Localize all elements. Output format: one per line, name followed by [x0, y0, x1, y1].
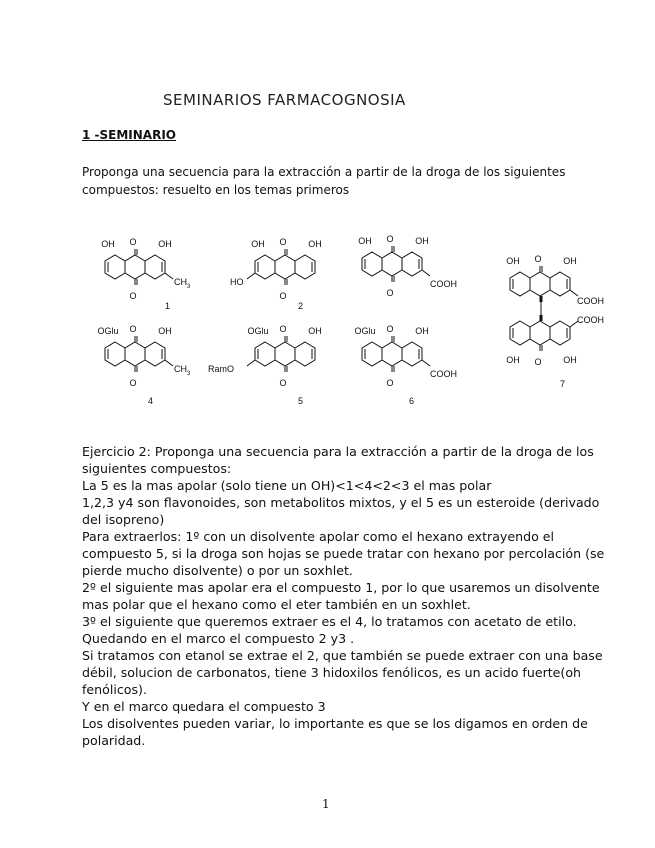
compound-label-1: 1 — [165, 301, 171, 311]
body-line: compuesto 5, si la droga son hojas se puede tratar con hexano por percolación (se — [82, 546, 605, 561]
document-title: SEMINARIOS FARMACOGNOSIA — [163, 91, 406, 109]
body-line: 1,2,3 y4 son flavonoides, son metabolitos mixtos, y el 5 es un esteroide (derivado — [82, 495, 600, 510]
compound-label-6: 6 — [409, 396, 415, 406]
compound-label-7: 7 — [560, 379, 566, 389]
exercise-answer-text — [82, 443, 605, 749]
intro-paragraph — [82, 163, 566, 199]
carbonyl-label: O — [386, 288, 394, 298]
hydroxyl-label: OH — [308, 326, 322, 336]
hydroxyl-label: OH — [158, 326, 172, 336]
body-line: Ejercicio 2: Proponga una secuencia para la extracción a partir de la droga de los — [82, 444, 594, 459]
hydroxyl-label: OH — [506, 256, 520, 266]
body-line: Si tratamos con etanol se extrae el 2, que también se puede extraer con una base — [82, 648, 603, 663]
carboxyl-label: COOH — [430, 279, 457, 289]
body-line: La 5 es la mas apolar (solo tiene un OH)<1<4<2<3 el mas polar — [82, 478, 492, 493]
hydroxyl-label: OH — [415, 326, 429, 336]
glucoside-label: OGlu — [354, 326, 376, 336]
hydroxyl-label: OH — [563, 256, 577, 266]
body-line: del isopreno) — [82, 512, 165, 527]
hydroxyl-label: OH — [158, 239, 172, 249]
methyl-label: $CH_3$ — [174, 277, 191, 290]
carbonyl-label: O — [279, 237, 287, 247]
hydroxyl-label: OH — [415, 236, 429, 246]
carbonyl-label: O — [279, 378, 287, 388]
anthraquinone-structures-figure — [80, 222, 625, 412]
compound-label-2: 2 — [298, 301, 304, 311]
structure-compound-3 — [358, 234, 457, 298]
body-line: pierde mucho disolvente) o por un soxhlet. — [82, 563, 353, 578]
carbonyl-label: O — [386, 324, 394, 334]
hydroxyl-label: OH — [358, 236, 372, 246]
carbonyl-label: O — [534, 357, 542, 367]
carbonyl-label: O — [129, 291, 137, 301]
body-line: débil, solucion de carbonatos, tiene 3 hidoxilos fenólicos, es un acido fuerte(oh — [82, 665, 582, 680]
carboxyl-label: COOH — [430, 369, 457, 379]
body-line: fenólicos). — [82, 682, 147, 697]
intro-line: Proponga una secuencia para la extracción a partir de la droga de los siguientes — [82, 165, 566, 179]
page-number: 1 — [322, 797, 330, 811]
body-line: 2º el siguiente mas apolar era el compuesto 1, por lo que usaremos un disolvente — [82, 580, 600, 595]
methyl-label: $CH_3$ — [174, 364, 191, 377]
hydroxyl-label: OH — [563, 355, 577, 365]
carbonyl-label: O — [534, 254, 542, 264]
body-line: Y en el marco quedara el compuesto 3 — [82, 699, 326, 714]
structure-compound-2 — [230, 237, 322, 311]
carbonyl-label: O — [129, 237, 137, 247]
body-line: mas polar que el hexano como el eter también en un soxhlet. — [82, 597, 471, 612]
structure-compound-5 — [208, 324, 322, 406]
hydroxyl-label: OH — [101, 239, 115, 249]
structure-compound-1 — [101, 237, 191, 311]
carbonyl-label: O — [129, 378, 137, 388]
carbonyl-label: O — [279, 324, 287, 334]
body-line: Quedando en el marco el compuesto 2 y3 . — [82, 631, 355, 646]
body-line: 3º el siguiente que queremos extraer es el 4, lo tratamos con acetato de etilo. — [82, 614, 577, 629]
carbonyl-label: O — [386, 378, 394, 388]
hydroxy-label: HO — [230, 277, 244, 287]
section-heading: 1 -SEMINARIO — [82, 128, 176, 142]
rhamnoside-label: RamO — [208, 364, 235, 374]
structure-compound-4 — [97, 324, 191, 406]
carboxyl-label: COOH — [577, 315, 604, 325]
carbonyl-label: O — [386, 234, 394, 244]
intro-line: compuestos: resuelto en los temas primeros — [82, 183, 350, 197]
body-line: polaridad. — [82, 733, 146, 748]
glucoside-label: OGlu — [97, 326, 119, 336]
glucoside-label: OGlu — [247, 326, 269, 336]
structure-compound-7 — [506, 254, 604, 389]
hydroxyl-label: OH — [506, 355, 520, 365]
carboxyl-label: COOH — [577, 296, 604, 306]
body-line: siguientes compuestos: — [82, 461, 232, 476]
compound-label-5: 5 — [298, 396, 304, 406]
compound-label-4: 4 — [148, 396, 154, 406]
carbonyl-label: O — [279, 291, 287, 301]
body-line: Los disolventes pueden variar, lo importante es que se los digamos en orden de — [82, 716, 588, 731]
hydroxyl-label: OH — [308, 239, 322, 249]
structure-compound-6 — [354, 324, 457, 406]
hydroxyl-label: OH — [251, 239, 265, 249]
body-line: Para extraerlos: 1º con un disolvente apolar como el hexano extrayendo el — [82, 529, 555, 544]
carbonyl-label: O — [129, 324, 137, 334]
